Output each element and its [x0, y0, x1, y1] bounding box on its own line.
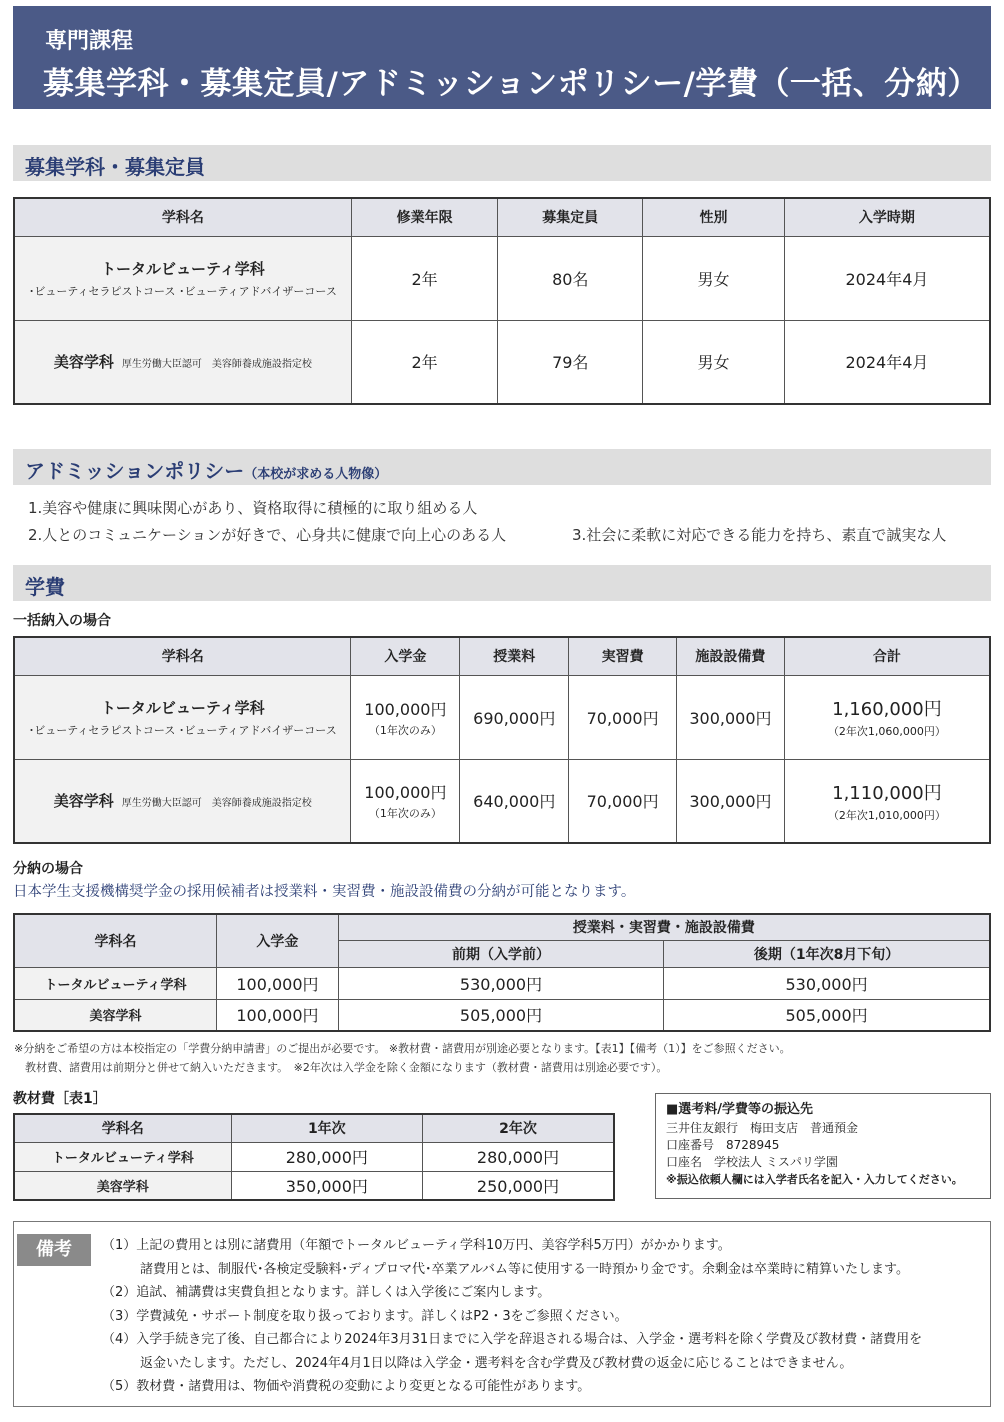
col-header: 1年次 — [231, 1114, 422, 1142]
admission-note: （1年次のみ） — [368, 807, 442, 821]
remark-line: 諸費用とは、制服代･各検定受験料･ディプロマ代･卒業アルバム等に使用する一時預かり金です。余剰金は卒業時に精算いたします。 — [140, 1261, 909, 1277]
split-description: 日本学生支援機構奨学金の採用候補者は授業料・実習費・施設設備費の分納が可能となります。 — [13, 884, 636, 900]
bank-warning: ※振込依頼人欄には入学者氏名を記入・入力してください。 — [666, 1173, 963, 1186]
section-fees-heading — [13, 565, 991, 601]
section-title: 募集学科・募集定員 — [25, 155, 205, 179]
remark-line: 返金いたします。ただし、2024年4月1日以降は入学金・選考料を含む学費及び教材費の返金に応じることはできません。 — [140, 1355, 853, 1371]
col-header: 合計 — [784, 637, 990, 675]
dept-cell — [14, 675, 351, 759]
year1-cell: 350,000円 — [231, 1171, 422, 1200]
dept-course: ･ビューティセラピストコース ･ビューティアドバイザーコース — [28, 723, 337, 737]
bank-account-name: 口座名 学校法人 ミスパリ学園 — [666, 1155, 838, 1169]
total-note: （2年次1,010,000円） — [827, 808, 946, 822]
total-cell — [784, 675, 990, 759]
section-title — [25, 455, 387, 484]
split-fee-table — [13, 913, 991, 1032]
first-term-cell: 505,000円 — [338, 999, 663, 1031]
bank-line: 三井住友銀行 梅田支店 普通預金 — [666, 1121, 859, 1135]
section-policy-heading — [13, 449, 991, 485]
table-row — [14, 759, 990, 843]
bank-account-number: 口座番号 8728945 — [666, 1138, 780, 1152]
col-header-group: 授業料・実習費・施設設備費 — [338, 914, 990, 940]
practice-cell: 70,000円 — [569, 675, 677, 759]
facility-cell: 300,000円 — [677, 675, 785, 759]
policy-subtitle: （本校が求める人物像） — [244, 467, 388, 482]
remark-line: （5）教材費・諸費用は、物価や消費税の変動により変更となる可能性があります。 — [102, 1379, 591, 1394]
table-row — [14, 1142, 614, 1171]
table-row — [14, 236, 990, 320]
col-header: 修業年限 — [351, 198, 498, 236]
dept-cell — [14, 320, 351, 404]
dept-cell: 美容学科 — [14, 1171, 231, 1200]
practice-cell: 70,000円 — [569, 759, 677, 843]
page-banner — [13, 6, 991, 109]
page-title: 募集学科・募集定員/アドミッションポリシー/学費（一括、分納） — [43, 66, 979, 102]
col-header: 後期（1年次8月下旬） — [664, 940, 990, 967]
admission-cell — [351, 675, 460, 759]
col-header: 実習費 — [569, 637, 677, 675]
admission-cell — [351, 759, 460, 843]
materials-label: 教材費［表1］ — [13, 1091, 107, 1107]
col-header: 授業料 — [460, 637, 569, 675]
dept-course: ･ビューティセラピストコース ･ビューティアドバイザーコース — [28, 284, 337, 298]
col-header: 学科名 — [14, 637, 351, 675]
dept-name: トータルビューティ学科 — [100, 698, 265, 717]
table-row — [14, 999, 990, 1031]
years-cell: 2年 — [351, 320, 498, 404]
total-value: 1,160,000円 — [832, 699, 942, 720]
first-term-cell: 530,000円 — [338, 967, 663, 999]
dept-note: 厚生労働大臣認可 美容師養成施設指定校 — [121, 359, 312, 371]
second-term-cell: 505,000円 — [664, 999, 990, 1031]
section-title: 学費 — [25, 575, 65, 599]
capacity-cell: 80名 — [498, 236, 643, 320]
admission-cell: 100,000円 — [217, 999, 339, 1031]
fee-note: 教材費、諸費用は前期分と併せて納入いただきます。 ※2年次は入学金を除く金額になります（教材費・諸費用は別途必要です）。 — [14, 1061, 668, 1074]
year2-cell: 280,000円 — [423, 1142, 614, 1171]
section-recruit-heading — [13, 145, 991, 181]
admission-value: 100,000円 — [364, 699, 447, 719]
remark-line: （2）追試、補講費は実費負担となります。詳しくは入学後にご案内します。 — [102, 1285, 551, 1300]
remarks-tag: 備考 — [17, 1234, 91, 1266]
year2-cell: 250,000円 — [423, 1171, 614, 1200]
admission-cell: 100,000円 — [217, 967, 339, 999]
remarks-list — [102, 1234, 922, 1399]
dept-cell — [14, 236, 351, 320]
remark-line: （3）学費減免・サポート制度を取り扱っております。詳しくはP2・3をご参照ください。 — [102, 1308, 628, 1324]
banner-subtitle: 専門課程 — [45, 28, 134, 54]
policy-item: 1.美容や健康に興味関心があり、資格取得に積極的に取り組める人 — [28, 499, 478, 517]
admission-value: 100,000円 — [364, 783, 447, 803]
dept-name: 美容学科 — [53, 353, 114, 372]
lump-fee-table — [13, 636, 991, 844]
table-row — [14, 675, 990, 759]
dept-cell — [14, 759, 351, 843]
col-header: 2年次 — [423, 1114, 614, 1142]
col-header: 施設設備費 — [677, 637, 785, 675]
remark-line: （4）入学手続き完了後、自己都合により2024年3月31日までに入学を辞退される場合は、入学金・選考料を除く学費及び教材費・諸費用を — [102, 1332, 923, 1347]
facility-cell: 300,000円 — [677, 759, 785, 843]
dept-name: 美容学科 — [53, 792, 114, 811]
dept-cell: トータルビューティ学科 — [14, 1142, 231, 1171]
recruit-table — [13, 197, 991, 405]
second-term-cell: 530,000円 — [664, 967, 990, 999]
total-value: 1,110,000円 — [832, 782, 942, 804]
col-header: 入学時期 — [784, 198, 990, 236]
table-row — [14, 1171, 614, 1200]
table-row — [14, 967, 990, 999]
years-cell: 2年 — [351, 236, 498, 320]
col-header: 入学金 — [217, 914, 339, 967]
col-header: 学科名 — [14, 914, 217, 967]
policy-title: アドミッションポリシー — [25, 459, 245, 483]
bank-title: ■選考料/学費等の振込先 — [666, 1102, 814, 1117]
dept-cell: トータルビューティ学科 — [14, 967, 217, 999]
policy-item: 2.人とのコミュニケーションが好きで、心身共に健康で向上心のある人 — [28, 526, 507, 544]
remark-line: （1）上記の費用とは別に諸費用（年額でトータルビューティ学科10万円、美容学科5万円）がかかります。 — [102, 1238, 731, 1253]
fee-note: ※分納をご希望の方は本校指定の「学費分納申請書」のご提出が必要です。 ※教材費・諸費用が別途必要となります。【表1】【備考（1）】をご参照ください。 — [14, 1042, 791, 1055]
policy-item: 3.社会に柔軟に対応できる能力を持ち、素直で誠実な人 — [572, 526, 947, 544]
col-header: 募集定員 — [498, 198, 643, 236]
dept-name: トータルビューティ学科 — [100, 259, 265, 278]
start-cell: 2024年4月 — [784, 236, 990, 320]
remarks-box — [13, 1221, 991, 1407]
dept-note: 厚生労働大臣認可 美容師養成施設指定校 — [121, 798, 312, 810]
table-row — [14, 320, 990, 404]
tuition-cell: 690,000円 — [460, 675, 569, 759]
year1-cell: 280,000円 — [231, 1142, 422, 1171]
total-cell — [784, 759, 990, 843]
tuition-cell: 640,000円 — [460, 759, 569, 843]
total-note: （2年次1,060,000円） — [827, 725, 946, 738]
col-header: 学科名 — [14, 198, 351, 236]
col-header: 性別 — [643, 198, 785, 236]
admission-note: （1年次のみ） — [368, 723, 442, 737]
gender-cell: 男女 — [643, 320, 785, 404]
bank-transfer-box — [655, 1093, 991, 1199]
lump-label: 一括納入の場合 — [13, 613, 111, 629]
materials-table — [13, 1113, 615, 1201]
gender-cell: 男女 — [643, 236, 785, 320]
split-label: 分納の場合 — [13, 861, 83, 877]
col-header: 前期（入学前） — [338, 940, 663, 967]
col-header: 入学金 — [351, 637, 460, 675]
start-cell: 2024年4月 — [784, 320, 990, 404]
capacity-cell: 79名 — [498, 320, 643, 404]
dept-cell: 美容学科 — [14, 999, 217, 1031]
col-header: 学科名 — [14, 1114, 231, 1142]
